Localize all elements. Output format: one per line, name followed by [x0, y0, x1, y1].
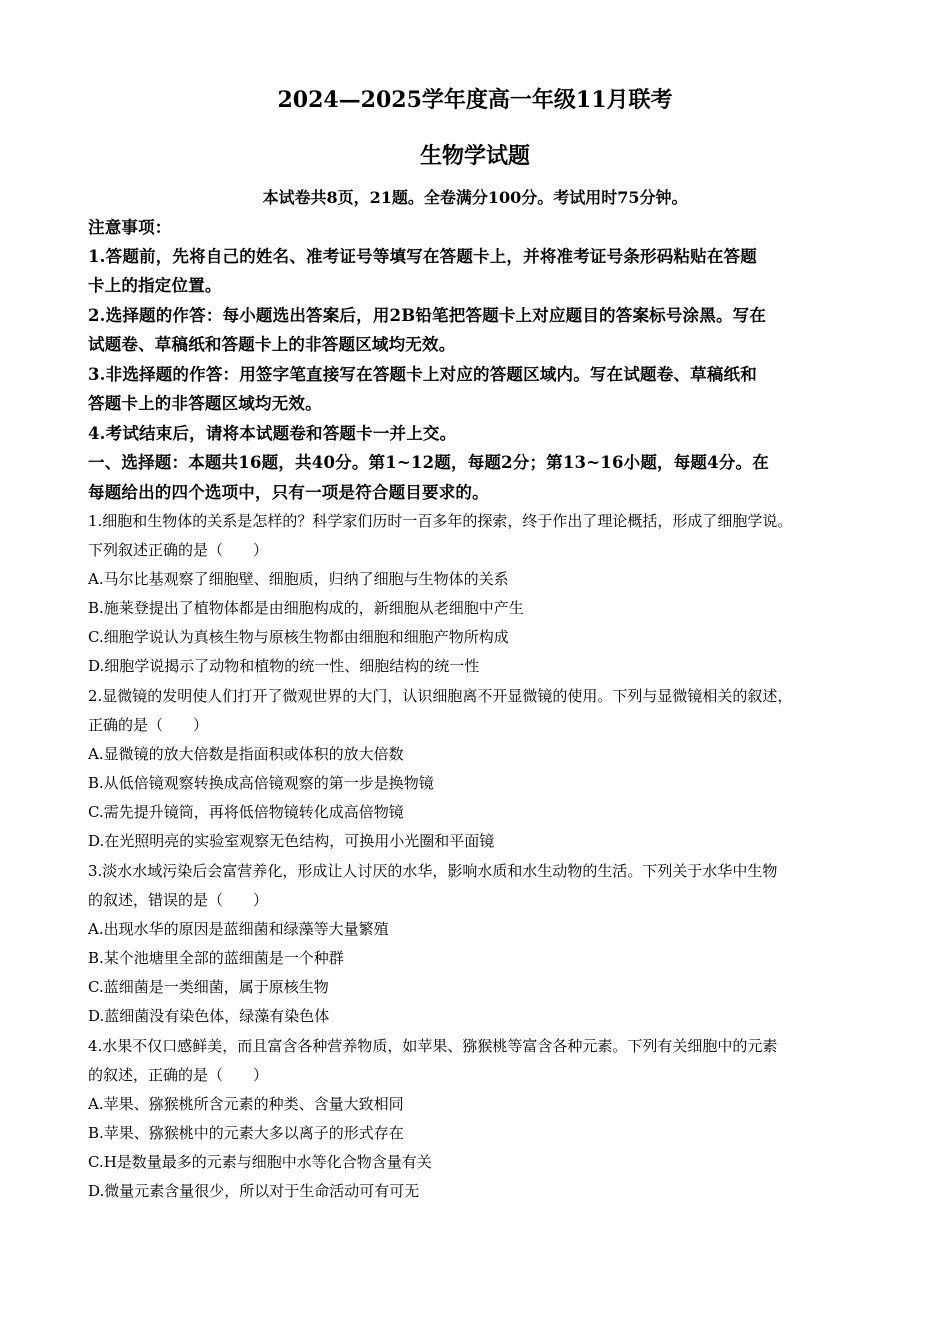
section-heading: 一、选择题：本题共16题，共40分。第1~12题，每题2分；第13~16小题，每题4分。在 [88, 453, 769, 472]
question-4-stem-cont: 的叙述，正确的是（ ） [88, 1066, 269, 1084]
question-3-option-d: D.蓝细菌没有染色体，绿藻有染色体 [88, 1007, 330, 1025]
question-4-option-b: B.苹果、猕猴桃中的元素大多以离子的形式存在 [88, 1124, 404, 1142]
question-4-option-c: C.H是数量最多的元素与细胞中水等化合物含量有关 [88, 1153, 432, 1171]
question-1-option-c: C.细胞学说认为真核生物与原核生物都由细胞和细胞产物所构成 [88, 628, 509, 646]
question-1-option-b: B.施莱登提出了植物体都是由细胞构成的，新细胞从老细胞中产生 [88, 599, 524, 617]
notice-item-2: 2.选择题的作答：每小题选出答案后，用2B铅笔把答题卡上对应题目的答案标号涂黑。写在 [88, 306, 767, 325]
question-1-stem-cont: 下列叙述正确的是（ ） [88, 541, 269, 559]
notice-item-3: 3.非选择题的作答：用签字笔直接写在答题卡上对应的答题区域内。写在试题卷、草稿纸和 [88, 365, 757, 384]
section-heading-cont: 每题给出的四个选项中，只有一项是符合题目要求的。 [88, 483, 489, 502]
question-2-option-a: A.显微镜的放大倍数是指面积或体积的放大倍数 [88, 745, 404, 763]
question-2-option-c: C.需先提升镜筒，再将低倍物镜转化成高倍物镜 [88, 803, 404, 821]
exam-info: 本试卷共8页，21题。全卷满分100分。考试用时75分钟。 [262, 188, 688, 207]
notice-item-2-cont: 试题卷、草稿纸和答题卡上的非答题区域均无效。 [88, 335, 456, 354]
question-2-stem: 2.显微镜的发明使人们打开了微观世界的大门，认识细胞离不开显微镜的使用。下列与显微镜相关的叙述， [88, 687, 793, 705]
question-3-option-b: B.某个池塘里全部的蓝细菌是一个种群 [88, 949, 344, 967]
question-3-stem: 3.淡水水域污染后会富营养化，形成让人讨厌的水华，影响水质和水生动物的生活。下列关于水华中生物 [88, 862, 778, 880]
question-4-option-a: A.苹果、猕猴桃所含元素的种类、含量大致相同 [88, 1095, 404, 1113]
question-2-option-d: D.在光照明亮的实验室观察无色结构，可换用小光圈和平面镜 [88, 832, 495, 850]
question-1-option-a: A.马尔比基观察了细胞壁、细胞质，归纳了细胞与生物体的关系 [88, 570, 509, 588]
notice-item-3-cont: 答题卡上的非答题区域均无效。 [88, 394, 322, 413]
question-2-option-b: B.从低倍镜观察转换成高倍镜观察的第一步是换物镜 [88, 774, 434, 792]
notice-item-1: 1.答题前，先将自己的姓名、准考证号等填写在答题卡上，并将准考证号条形码粘贴在答题 [88, 247, 757, 266]
question-4-option-d: D.微量元素含量很少，所以对于生命活动可有可无 [88, 1182, 420, 1200]
subject-title: 生物学试题 [419, 143, 530, 169]
notice-heading: 注意事项： [88, 218, 172, 237]
question-1-option-d: D.细胞学说揭示了动物和植物的统一性、细胞结构的统一性 [88, 657, 480, 675]
page-title: 2024—2025学年度高一年级11月联考 [277, 87, 673, 113]
question-3-stem-cont: 的叙述，错误的是（ ） [88, 891, 269, 909]
question-2-stem-cont: 正确的是（ ） [88, 716, 209, 734]
question-3-option-a: A.出现水华的原因是蓝细菌和绿藻等大量繁殖 [88, 920, 389, 938]
notice-item-1-cont: 卡上的指定位置。 [88, 276, 222, 295]
notice-item-4: 4.考试结束后，请将本试题卷和答题卡一并上交。 [88, 424, 457, 443]
question-3-option-c: C.蓝细菌是一类细菌，属于原核生物 [88, 978, 329, 996]
question-1-stem: 1.细胞和生物体的关系是怎样的？科学家们历时一百多年的探索，终于作出了理论概括，形成了细胞学说。 [88, 512, 793, 530]
question-4-stem: 4.水果不仅口感鲜美，而且富含各种营养物质，如苹果、猕猴桃等富含各种元素。下列有关细胞中的元素 [88, 1037, 778, 1055]
